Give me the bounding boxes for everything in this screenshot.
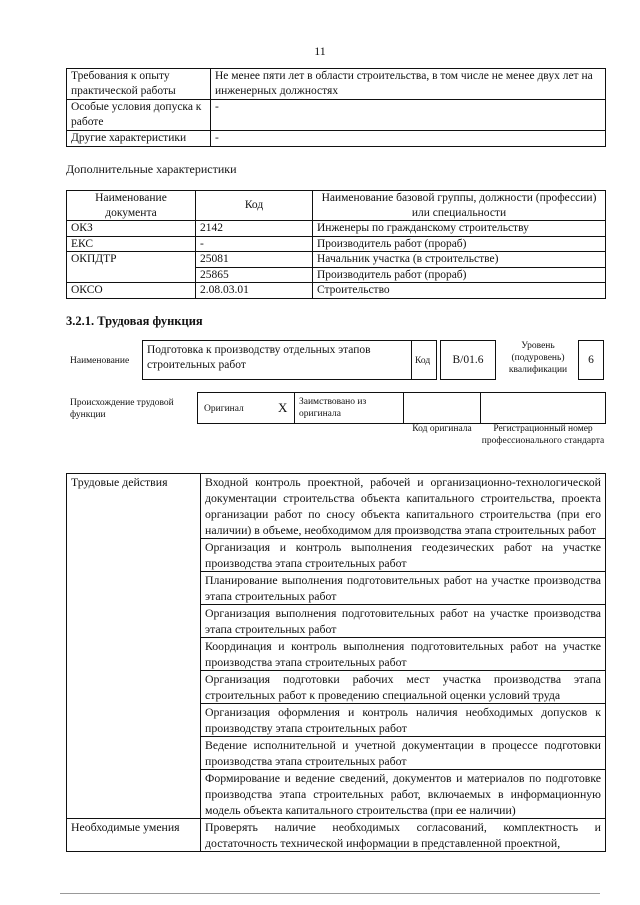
row-value: -: [211, 100, 606, 131]
cell: 2142: [196, 221, 313, 237]
code-original-label: Код оригинала: [412, 424, 472, 434]
row-value: -: [211, 131, 606, 147]
cell: 2.08.03.01: [196, 283, 313, 299]
row-value: Не менее пяти лет в области строительства, в том числе не менее двух лет на инженерных должностях: [211, 69, 606, 100]
reg-number-box: [480, 392, 606, 424]
cell: ОКПДТР: [67, 252, 196, 283]
borrowed-label: Заимствовано из оригинала: [299, 397, 367, 419]
row-label: Требования к опыту практической работы: [67, 69, 211, 100]
table-row: [67, 221, 606, 237]
action-item: Организация оформления и контроль наличия необходимых допусков к производству этапа строительных работ: [201, 704, 606, 737]
action-item: Входной контроль проектной, рабочей и организационно-технологической документации строительства объекта капитального строительства, проекта организации работ по сносу объекта капитального строительства (при его наличии) в объеме, необходимом для производства этапа строительных работ: [201, 474, 606, 539]
original-label: Оригинал: [204, 404, 244, 414]
row-label: Особые условия допуска к работе: [67, 100, 211, 131]
reg-number-label: Регистрационный номер профессионального стандарта: [481, 424, 605, 446]
borrowed-box: [294, 392, 404, 424]
skill-item: Проверять наличие необходимых согласований, комплектность и достаточность технической информации в представленной проектной,: [201, 819, 606, 852]
function-code-value: В/01.6: [440, 340, 496, 380]
header-code: Код: [196, 191, 313, 221]
cell: ОКСО: [67, 283, 196, 299]
cell: 25865: [196, 267, 313, 283]
code-label: Код: [415, 356, 431, 366]
level-value: 6: [578, 340, 604, 380]
labor-actions-table: [66, 473, 606, 852]
table-row: [67, 100, 606, 131]
action-item: Формирование и ведение сведений, документов и материалов по подготовке производства этапа строительных работ, включаемых в информационную модель объекта капитального строительства (при ее наличии): [201, 770, 606, 819]
function-name-value: Подготовка к производству отдельных этапов строительных работ: [142, 340, 412, 380]
skills-label: Необходимые умения: [67, 819, 201, 852]
action-item: Организация и контроль выполнения геодезических работ на участке производства этапа строительных работ: [201, 539, 606, 572]
cell: Производитель работ (прораб): [313, 267, 606, 283]
action-item: Организация выполнения подготовительных работ на участке производства этапа строительных работ: [201, 605, 606, 638]
cell: 25081: [196, 252, 313, 268]
function-heading: 3.2.1. Трудовая функция: [66, 314, 203, 328]
page-bottom-rule: [60, 893, 600, 894]
table-row: [67, 69, 606, 100]
action-item: Планирование выполнения подготовительных работ на участке производства этапа строительных работ: [201, 572, 606, 605]
action-item: Ведение исполнительной и учетной документации в процессе подготовки производства этапа строительных работ: [201, 737, 606, 770]
cell: ОКЗ: [67, 221, 196, 237]
page-number: 11: [314, 44, 326, 58]
level-label: Уровень (подуровень) квалификации: [508, 341, 568, 375]
row-label: Другие характеристики: [67, 131, 211, 147]
cell: Строительство: [313, 283, 606, 299]
table-row: [67, 283, 606, 299]
table-row: [67, 236, 606, 252]
actions-label: Трудовые действия: [67, 474, 201, 819]
classification-table: [66, 190, 606, 299]
table-header-row: [67, 191, 606, 221]
header-group: Наименование базовой группы, должности (профессии) или специальности: [313, 191, 606, 221]
cell: Инженеры по гражданскому строительству: [313, 221, 606, 237]
original-mark: Х: [278, 400, 288, 415]
code-original-box: [403, 392, 481, 424]
experience-table: [66, 68, 606, 147]
table-row: [67, 819, 606, 852]
origin-label: Происхождение трудовой функции: [70, 398, 174, 420]
cell: Начальник участка (в строительстве): [313, 252, 606, 268]
table-row: [67, 252, 606, 268]
action-item: Координация и контроль выполнения подготовительных работ на участке производства этапа строительных работ: [201, 638, 606, 671]
cell: -: [196, 236, 313, 252]
table-row: [67, 131, 606, 147]
table-row: [67, 474, 606, 539]
original-box: [197, 392, 295, 424]
name-label: Наименование: [70, 356, 130, 366]
additional-characteristics-title: Дополнительные характеристики: [66, 162, 237, 176]
action-item: Организация подготовки рабочих мест участка производства этапа строительных работ к проведению специальной оценки условий труда: [201, 671, 606, 704]
cell: Производитель работ (прораб): [313, 236, 606, 252]
cell: ЕКС: [67, 236, 196, 252]
header-document: Наименование документа: [67, 191, 196, 221]
code-label-box: [411, 340, 437, 380]
